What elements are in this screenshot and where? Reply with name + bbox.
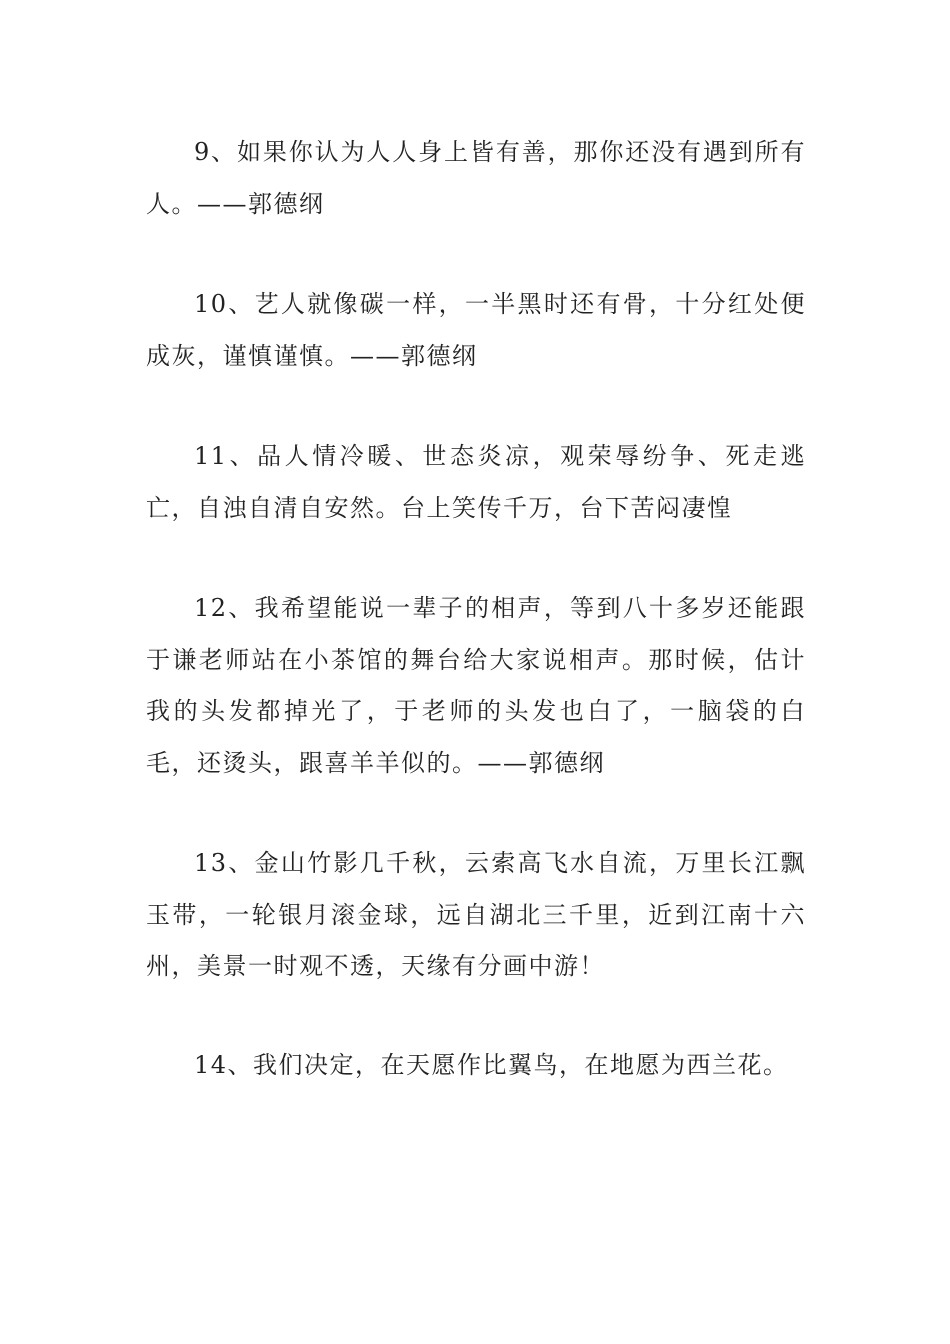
quote-paragraph-13: 13、金山竹影几千秋，云索高飞水自流，万里长江飘玉带，一轮银月滚金球，远自湖北三千里，近到江南十六州，美景一时观不透，天缘有分画中游！: [146, 849, 806, 980]
quote-paragraph-12: 12、我希望能说一辈子的相声，等到八十多岁还能跟于谦老师站在小茶馆的舞台给大家说相声。那时候，估计我的头发都掉光了，于老师的头发也白了，一脑袋的白毛，还烫头，跟喜羊羊似的。——郭德纲: [146, 594, 806, 777]
quote-paragraph-10: 10、艺人就像碳一样，一半黑时还有骨，十分红处便成灰，谨慎谨慎。——郭德纲: [146, 290, 806, 370]
quote-paragraph-14: 14、我们决定，在天愿作比翼鸟，在地愿为西兰花。: [194, 1051, 789, 1079]
quote-paragraph-9: 9、如果你认为人人身上皆有善，那你还没有遇到所有人。——郭德纲: [146, 138, 806, 218]
quote-paragraph-11: 11、品人情冷暖、世态炎凉，观荣辱纷争、死走逃亡，自浊自清自安然。台上笑传千万，台下苦闷凄惶: [146, 442, 806, 522]
